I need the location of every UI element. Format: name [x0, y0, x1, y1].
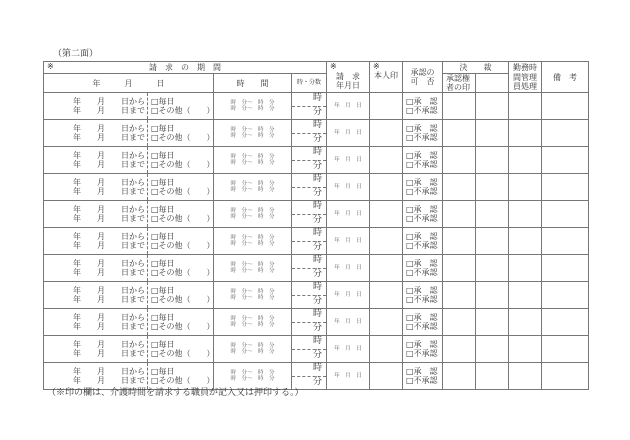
manager-cell[interactable] — [509, 228, 542, 255]
every-day-checkbox[interactable]: □毎日 — [151, 151, 175, 161]
decision-cell[interactable] — [476, 255, 509, 282]
request-date[interactable]: 年 月 日 — [327, 282, 370, 309]
every-day-checkbox[interactable]: □毎日 — [151, 97, 175, 107]
mark: ※ — [47, 62, 54, 71]
frequency-cell[interactable] — [148, 93, 214, 120]
time-range: 時 分～ 時 分 — [230, 154, 275, 161]
time-range: 時 分～ 時 分 — [230, 106, 275, 113]
approve-checkbox[interactable]: □承 認 — [406, 178, 438, 188]
time-cell[interactable] — [214, 93, 292, 120]
table-row — [44, 120, 589, 147]
time-range: 時 分～ 時 分 — [230, 133, 275, 140]
from-date: 年 月 日から — [73, 340, 145, 350]
hour-label: 時 — [292, 174, 326, 188]
time-cell[interactable] — [214, 309, 292, 336]
from-date: 年 月 日から — [73, 259, 145, 269]
table-row — [44, 309, 589, 336]
other-checkbox[interactable]: □その他（ ） — [151, 268, 215, 278]
hours-minutes-cell[interactable] — [292, 201, 327, 228]
time-range: 時 分～ 時 分 — [230, 208, 275, 215]
other-checkbox[interactable]: □その他（ ） — [151, 241, 215, 251]
table-row — [44, 93, 589, 120]
time-range: 時 分～ 時 分 — [230, 214, 275, 221]
other-checkbox[interactable]: □その他（ ） — [151, 133, 215, 143]
approve-checkbox[interactable]: □承 認 — [406, 151, 438, 161]
seal-cell[interactable] — [370, 120, 403, 147]
time-range: 時 分～ 時 分 — [230, 349, 275, 356]
table-row — [44, 255, 589, 282]
other-checkbox[interactable]: □その他（ ） — [151, 295, 215, 305]
mark: ※ — [373, 62, 380, 71]
manager-cell[interactable] — [509, 174, 542, 201]
approver-seal-cell[interactable] — [443, 174, 476, 201]
hour-label: 時 — [292, 228, 326, 242]
seal-cell[interactable] — [370, 282, 403, 309]
time-cell[interactable] — [214, 255, 292, 282]
decision-cell[interactable] — [476, 228, 509, 255]
request-date[interactable]: 年 月 日 — [327, 255, 370, 282]
seal-cell[interactable] — [370, 336, 403, 363]
remarks-cell[interactable] — [542, 93, 589, 120]
approve-checkbox[interactable]: □承 認 — [406, 286, 438, 296]
hm-header: 時・分数 — [292, 74, 327, 93]
time-cell[interactable] — [214, 282, 292, 309]
period-header — [44, 62, 327, 74]
reject-checkbox[interactable]: □不承認 — [406, 214, 438, 224]
table-row — [44, 147, 589, 174]
reject-checkbox[interactable]: □不承認 — [406, 133, 438, 143]
minute-label: 分 — [312, 133, 322, 144]
decision-cell[interactable] — [476, 174, 509, 201]
hours-minutes-cell[interactable] — [292, 309, 327, 336]
time-range: 時 分～ 時 分 — [230, 370, 275, 377]
remarks-cell[interactable] — [542, 309, 589, 336]
approver-seal-cell[interactable] — [443, 120, 476, 147]
to-date: 年 月 日まで — [73, 187, 145, 197]
seal-cell[interactable] — [370, 93, 403, 120]
reject-checkbox[interactable]: □不承認 — [406, 187, 438, 197]
seal-cell[interactable] — [370, 147, 403, 174]
date-range-cell[interactable] — [44, 147, 148, 174]
other-checkbox[interactable]: □その他（ ） — [151, 214, 215, 224]
date-range-cell[interactable] — [44, 255, 148, 282]
every-day-checkbox[interactable]: □毎日 — [151, 367, 175, 377]
approver-seal-cell[interactable] — [443, 336, 476, 363]
every-day-checkbox[interactable]: □毎日 — [151, 313, 175, 323]
other-checkbox[interactable]: □その他（ ） — [151, 376, 215, 386]
approval-cell[interactable] — [403, 201, 443, 228]
approval-cell[interactable] — [403, 336, 443, 363]
date-range-cell[interactable] — [44, 120, 148, 147]
remarks-cell[interactable] — [542, 363, 589, 390]
remarks-cell[interactable] — [542, 120, 589, 147]
every-day-checkbox[interactable]: □毎日 — [151, 259, 175, 269]
other-checkbox[interactable]: □その他（ ） — [151, 187, 215, 197]
seal-cell[interactable] — [370, 309, 403, 336]
approve-checkbox[interactable]: □承 認 — [406, 259, 438, 269]
approval-cell[interactable] — [403, 147, 443, 174]
every-day-checkbox[interactable]: □毎日 — [151, 124, 175, 134]
approval-cell[interactable] — [403, 363, 443, 390]
frequency-cell[interactable] — [148, 309, 214, 336]
request-date-label: 請 求 年月日 — [336, 72, 360, 91]
remarks-cell[interactable] — [542, 336, 589, 363]
time-cell[interactable] — [214, 120, 292, 147]
hour-label: 時 — [292, 93, 326, 107]
period-title: 請 求 の 期 間 — [149, 62, 221, 72]
table-row — [44, 174, 589, 201]
seal-cell[interactable] — [370, 363, 403, 390]
time-range: 時 分～ 時 分 — [230, 262, 275, 269]
remarks-cell[interactable] — [542, 147, 589, 174]
time-cell[interactable] — [214, 201, 292, 228]
other-checkbox[interactable]: □その他（ ） — [151, 106, 215, 116]
date-range-cell[interactable] — [44, 93, 148, 120]
manager-cell[interactable] — [509, 120, 542, 147]
time-range: 時 分～ 時 分 — [230, 187, 275, 194]
date-range-cell[interactable] — [44, 201, 148, 228]
hours-minutes-cell[interactable] — [292, 120, 327, 147]
minute-label: 分 — [312, 349, 322, 360]
decision-cell[interactable] — [476, 336, 509, 363]
hours-minutes-cell[interactable] — [292, 147, 327, 174]
seal-cell[interactable] — [370, 174, 403, 201]
approver-seal-cell[interactable] — [443, 309, 476, 336]
approval-cell[interactable] — [403, 228, 443, 255]
reject-checkbox[interactable]: □不承認 — [406, 295, 438, 305]
to-date: 年 月 日まで — [73, 133, 145, 143]
remarks-cell[interactable] — [542, 201, 589, 228]
frequency-cell[interactable] — [148, 336, 214, 363]
request-date[interactable]: 年 月 日 — [327, 228, 370, 255]
to-date: 年 月 日まで — [73, 241, 145, 251]
table-row — [44, 336, 589, 363]
request-date[interactable]: 年 月 日 — [327, 363, 370, 390]
to-date: 年 月 日まで — [73, 376, 145, 386]
manager-cell[interactable] — [509, 309, 542, 336]
request-date[interactable]: 年 月 日 — [327, 93, 370, 120]
from-date: 年 月 日から — [73, 232, 145, 242]
from-date: 年 月 日から — [73, 286, 145, 296]
request-date[interactable]: 年 月 日 — [327, 201, 370, 228]
every-day-checkbox[interactable]: □毎日 — [151, 286, 175, 296]
reject-checkbox[interactable]: □不承認 — [406, 349, 438, 359]
seal-header — [370, 62, 403, 93]
remarks-cell[interactable] — [542, 174, 589, 201]
footer-note: （※印の欄は、介護時間を請求する職員が記入又は押印する。） — [47, 388, 304, 398]
hours-minutes-cell[interactable] — [292, 336, 327, 363]
reject-checkbox[interactable]: □不承認 — [406, 376, 438, 386]
approve-checkbox[interactable]: □承 認 — [406, 340, 438, 350]
time-cell[interactable] — [214, 228, 292, 255]
time-range: 時 分～ 時 分 — [230, 343, 275, 350]
remarks-cell[interactable] — [542, 282, 589, 309]
hour-label: 時 — [292, 201, 326, 215]
other-checkbox[interactable]: □その他（ ） — [151, 349, 215, 359]
decision-cell[interactable] — [476, 309, 509, 336]
from-date: 年 月 日から — [73, 124, 145, 134]
time-range: 時 分～ 時 分 — [230, 160, 275, 167]
manager-cell[interactable] — [509, 363, 542, 390]
decision-cell[interactable] — [476, 147, 509, 174]
table-row — [44, 282, 589, 309]
hour-label: 時 — [292, 255, 326, 269]
minute-label: 分 — [312, 187, 322, 198]
time-range: 時 分～ 時 分 — [230, 100, 275, 107]
frequency-cell[interactable] — [148, 255, 214, 282]
request-form-table — [43, 61, 589, 390]
decision-cell[interactable] — [476, 363, 509, 390]
to-date: 年 月 日まで — [73, 295, 145, 305]
minute-label: 分 — [312, 295, 322, 306]
to-date: 年 月 日まで — [73, 214, 145, 224]
manager-cell[interactable] — [509, 201, 542, 228]
approval-cell[interactable] — [403, 282, 443, 309]
time-cell[interactable] — [214, 174, 292, 201]
hour-label: 時 — [292, 363, 326, 377]
date-range-cell[interactable] — [44, 282, 148, 309]
approve-checkbox[interactable]: □承 認 — [406, 124, 438, 134]
time-range: 時 分～ 時 分 — [230, 127, 275, 134]
reject-checkbox[interactable]: □不承認 — [406, 241, 438, 251]
to-date: 年 月 日まで — [73, 106, 145, 116]
to-date: 年 月 日まで — [73, 160, 145, 170]
approve-checkbox[interactable]: □承 認 — [406, 367, 438, 377]
hours-minutes-cell[interactable] — [292, 174, 327, 201]
approver-seal-header: 承認権 者の印 — [443, 74, 476, 93]
time-range: 時 分～ 時 分 — [230, 316, 275, 323]
from-date: 年 月 日から — [73, 313, 145, 323]
time-header: 時 間 — [214, 74, 292, 93]
hour-label: 時 — [292, 147, 326, 161]
from-date: 年 月 日から — [73, 205, 145, 215]
mark: ※ — [330, 62, 337, 71]
time-range: 時 分～ 時 分 — [230, 289, 275, 296]
decision-cell[interactable] — [476, 201, 509, 228]
every-day-checkbox[interactable]: □毎日 — [151, 232, 175, 242]
to-date: 年 月 日まで — [73, 349, 145, 359]
date-range-cell[interactable] — [44, 228, 148, 255]
frequency-cell[interactable] — [148, 201, 214, 228]
manager-cell[interactable] — [509, 282, 542, 309]
from-date: 年 月 日から — [73, 97, 145, 107]
hour-label: 時 — [292, 336, 326, 350]
approval-cell[interactable] — [403, 309, 443, 336]
frequency-cell[interactable] — [148, 147, 214, 174]
request-date-header — [327, 62, 370, 93]
time-cell[interactable] — [214, 147, 292, 174]
time-range: 時 分～ 時 分 — [230, 376, 275, 383]
date-range-cell[interactable] — [44, 336, 148, 363]
seal-cell[interactable] — [370, 228, 403, 255]
reject-checkbox[interactable]: □不承認 — [406, 322, 438, 332]
approve-checkbox[interactable]: □承 認 — [406, 232, 438, 242]
manager-header: 勤務時 間管理 員処理 — [509, 62, 542, 93]
hours-minutes-cell[interactable] — [292, 282, 327, 309]
time-range: 時 分～ 時 分 — [230, 181, 275, 188]
minute-label: 分 — [312, 241, 322, 252]
time-range: 時 分～ 時 分 — [230, 241, 275, 248]
every-day-checkbox[interactable]: □毎日 — [151, 340, 175, 350]
request-date[interactable]: 年 月 日 — [327, 336, 370, 363]
time-range: 時 分～ 時 分 — [230, 235, 275, 242]
minute-label: 分 — [312, 268, 322, 279]
time-cell[interactable] — [214, 336, 292, 363]
approver-seal-cell[interactable] — [443, 201, 476, 228]
approver-seal-cell[interactable] — [443, 228, 476, 255]
decision-blank — [476, 74, 509, 93]
table-row — [44, 228, 589, 255]
seal-label: 本人印 — [374, 71, 398, 81]
hours-minutes-cell[interactable] — [292, 255, 327, 282]
manager-cell[interactable] — [509, 147, 542, 174]
approver-seal-cell[interactable] — [443, 363, 476, 390]
date-header: 年 月 日 — [44, 74, 214, 93]
from-date: 年 月 日から — [73, 178, 145, 188]
request-date[interactable]: 年 月 日 — [327, 147, 370, 174]
manager-cell[interactable] — [509, 255, 542, 282]
approve-checkbox[interactable]: □承 認 — [406, 97, 438, 107]
approval-cell[interactable] — [403, 255, 443, 282]
every-day-checkbox[interactable]: □毎日 — [151, 205, 175, 215]
frequency-cell[interactable] — [148, 228, 214, 255]
every-day-checkbox[interactable]: □毎日 — [151, 178, 175, 188]
approver-seal-cell[interactable] — [443, 147, 476, 174]
request-date[interactable]: 年 月 日 — [327, 309, 370, 336]
minute-label: 分 — [312, 106, 322, 117]
approver-seal-cell[interactable] — [443, 93, 476, 120]
manager-cell[interactable] — [509, 336, 542, 363]
hours-minutes-cell[interactable] — [292, 228, 327, 255]
page-label: （第二面） — [53, 49, 99, 59]
approve-checkbox[interactable]: □承 認 — [406, 313, 438, 323]
approval-cell[interactable] — [403, 174, 443, 201]
from-date: 年 月 日から — [73, 367, 145, 377]
to-date: 年 月 日まで — [73, 322, 145, 332]
other-checkbox[interactable]: □その他（ ） — [151, 160, 215, 170]
request-date[interactable]: 年 月 日 — [327, 174, 370, 201]
reject-checkbox[interactable]: □不承認 — [406, 106, 438, 116]
minute-label: 分 — [312, 160, 322, 171]
minute-label: 分 — [312, 214, 322, 225]
seal-cell[interactable] — [370, 255, 403, 282]
date-range-cell[interactable] — [44, 174, 148, 201]
approval-cell[interactable] — [403, 93, 443, 120]
to-date: 年 月 日まで — [73, 268, 145, 278]
decision-cell[interactable] — [476, 282, 509, 309]
remarks-cell[interactable] — [542, 228, 589, 255]
minute-label: 分 — [312, 376, 322, 387]
approval-cell[interactable] — [403, 120, 443, 147]
seal-cell[interactable] — [370, 201, 403, 228]
decision-cell[interactable] — [476, 120, 509, 147]
frequency-cell[interactable] — [148, 120, 214, 147]
reject-checkbox[interactable]: □不承認 — [406, 160, 438, 170]
time-range: 時 分～ 時 分 — [230, 268, 275, 275]
hour-label: 時 — [292, 120, 326, 134]
minute-label: 分 — [312, 322, 322, 333]
other-checkbox[interactable]: □その他（ ） — [151, 322, 215, 332]
manager-cell[interactable] — [509, 93, 542, 120]
table-row — [44, 201, 589, 228]
frequency-cell[interactable] — [148, 174, 214, 201]
decision-cell[interactable] — [476, 93, 509, 120]
from-date: 年 月 日から — [73, 151, 145, 161]
reject-checkbox[interactable]: □不承認 — [406, 268, 438, 278]
decision-header: 決 裁 — [443, 62, 509, 74]
hour-label: 時 — [292, 282, 326, 296]
approver-seal-cell[interactable] — [443, 255, 476, 282]
approver-seal-cell[interactable] — [443, 282, 476, 309]
hours-minutes-cell[interactable] — [292, 93, 327, 120]
date-range-cell[interactable] — [44, 309, 148, 336]
time-range: 時 分～ 時 分 — [230, 295, 275, 302]
approve-checkbox[interactable]: □承 認 — [406, 205, 438, 215]
approval-header: 承認の 可 否 — [403, 62, 443, 93]
hour-label: 時 — [292, 309, 326, 323]
remarks-cell[interactable] — [542, 255, 589, 282]
request-date[interactable]: 年 月 日 — [327, 120, 370, 147]
time-range: 時 分～ 時 分 — [230, 322, 275, 329]
remarks-header: 備 考 — [542, 62, 589, 93]
frequency-cell[interactable] — [148, 282, 214, 309]
